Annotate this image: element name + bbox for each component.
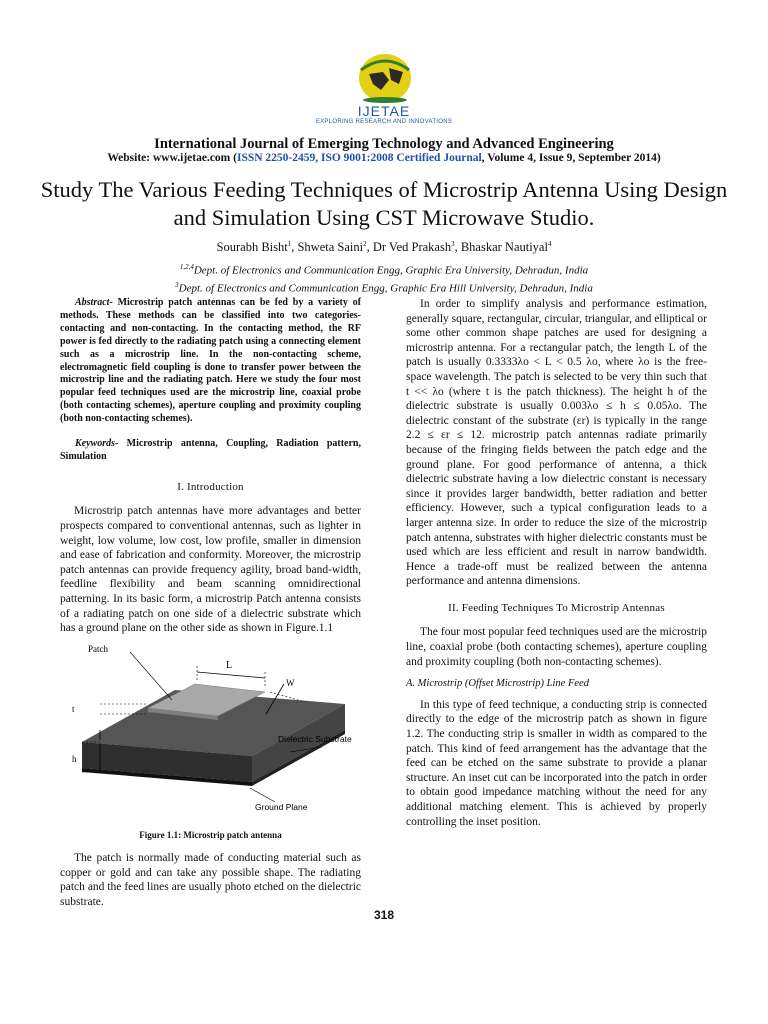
affiliation-text: Dept. of Electronics and Communication Engg, Graphic Era University, Dehradun, India xyxy=(193,264,589,277)
journal-info-line xyxy=(0,152,768,164)
intro-paragraph: Microstrip patch antennas have more advantages and better prospects compared to conventional antennas, such as lighter in weight, low volume, low cost, low profile, smaller in dimension and ease of fabrication and conformity. Moreover, the microstrip patch antennas can provide frequency agility, broad band-width, feedline flexibility and beam scanning omnidirectional patterning. In its basic form, a microstrip Patch antenna consists of a radiating patch on one side of a dielectric substrate which has a ground plane on the other side as shown in Figure.1.1 xyxy=(60,505,361,635)
keywords-text: Microstrip antenna, Coupling, Radiation pattern, Simulation xyxy=(60,438,361,462)
feeding-techniques-paragraph: The four most popular feed techniques used are the microstrip line, coaxial probe (both contacting schemes), aperture coupling and proximity coupling (both non-contacting schemes). xyxy=(406,626,707,668)
abstract xyxy=(60,297,361,426)
logo-tagline: EXPLORING RESEARCH AND INNOVATIONS xyxy=(315,119,453,125)
logo-brand-text: IJETAE xyxy=(357,103,411,119)
figure-label-dielectric: Dielectric Substrate xyxy=(278,733,352,744)
abstract-text: Microstrip patch antennas can be fed by a variety of methods. These methods can be classified into two categories- contacting and non-contacting. In the contacting method, the RF power is fed directly to the radiating patch using a connecting element such as a microstrip line. In the non-contacting scheme, electromagnetic field coupling is done to transfer power between the microstrip line and the radiating patch. Here we study the four most popular feed techniques used are the microstrip line, coaxial probe (both contacting schemes), aperture coupling and proximity coupling (both non-contacting schemes). xyxy=(60,297,361,425)
paper-title: Study The Various Feeding Techniques of Microstrip Antenna Using Design and Simulation Using CST Microwave Studio. xyxy=(40,177,728,230)
figure-label-patch: Patch xyxy=(88,643,108,654)
patch-design-paragraph: In order to simplify analysis and performance estimation, generally square, rectangular, circular, triangular, and elliptical or some other common shape patches are used for designing a microstrip antenna. For a rectangular patch, the length L of the patch is usually 0.3333λo < L < 0.5 λo, where λo is the free-space wavelength. The patch is selected to be very thin such that t << λo (where t is the patch thickness). The height h of the dielectric substrate is usually 0.003λo ≤ h ≤ 0.05λo. The dielectric constant of the substrate (εr) is typically in the range 2.2 ≤ εr ≤ 12. microstrip patch antennas radiate primarily because of the fringing fields between the patch edge and the ground plane. For good performance of antenna, a thick dielectric substrate having a low dielectric constant is necessary since it provides larger bandwidth, better radiation and better efficiency. However, such a typical configuration leads to a larger antenna size. In order to reduce the size of the microstrip patch antenna, substrates with higher dielectric constants must be used which are less efficient and result in narrow bandwidth. Hence a trade-off must be realized between the antenna performance and antenna dimensions. xyxy=(406,298,707,588)
author-name: Sourabh Bisht xyxy=(216,240,288,255)
figure-label-ground: Ground Plane xyxy=(255,801,308,812)
author-name: Shweta Saini xyxy=(297,240,364,255)
author-sup: 4 xyxy=(547,240,552,248)
author-sup: 2 xyxy=(363,240,367,248)
author-sup: 1 xyxy=(287,240,292,248)
subsection-heading-line-feed: A. Microstrip (Offset Microstrip) Line Feed xyxy=(406,678,589,690)
left-column xyxy=(60,297,361,909)
page-number: 318 xyxy=(373,908,395,922)
section-heading-introduction: I. Introduction xyxy=(177,480,244,493)
line-feed-paragraph: In this type of feed technique, a conducting strip is connected directly to the edge of the microstrip patch as shown in figure 1.2. The conducting strip is smaller in width as compared to the patch. This kind of feed arrangement has the advantage that the feed can be etched on the same substrate to provide a planar structure. An inset cut can be incorporated into the patch in order to obtain good impedance matching without the need for any additional matching element. This is achieved by properly controlling the inset position. xyxy=(406,698,707,828)
author-name: Dr Ved Prakash xyxy=(372,240,452,255)
volume-text: , Volume 4, Issue 9, September 2014) xyxy=(481,152,661,164)
after-figure-paragraph: The patch is normally made of conducting material such as copper or gold and can take any possible shape. The radiating patch and the feed lines are usually photo etched on the dielectric substrate. xyxy=(60,852,361,908)
journal-title: International Journal of Emerging Technology and Advanced Engineering xyxy=(154,136,614,152)
affiliation-sup: 1,2,4 xyxy=(179,263,194,271)
figure-label-t: t xyxy=(72,703,75,714)
affiliations xyxy=(0,260,768,295)
right-column xyxy=(406,297,707,829)
affiliation-sup: 3 xyxy=(175,280,179,289)
author-name: Bhaskar Nautiyal xyxy=(460,240,548,255)
issn-text: ISSN 2250-2459, ISO 9001:2008 Certified Journal xyxy=(236,152,482,164)
keywords-label: Keywords- xyxy=(75,438,119,450)
affiliation-text: Dept. of Electronics and Communication Engg, Graphic Era Hill University, Dehradun, India xyxy=(178,282,593,295)
author-list: Sourabh Bisht$^1$, Shweta Saini$^2$, Dr Ved Prakash$^3$, Bhaskar Nautiyal$^4$ xyxy=(216,240,552,255)
author-sup: 3 xyxy=(451,240,455,248)
affiliation xyxy=(0,260,768,278)
microstrip-patch-antenna-figure xyxy=(60,642,361,820)
figure-label-h: h xyxy=(72,753,77,764)
section-heading-feeding: II. Feeding Techniques To Microstrip Antennas xyxy=(448,601,665,614)
figure-label-l: L xyxy=(226,659,233,671)
affiliation xyxy=(0,278,768,296)
abstract-label: Abstract- xyxy=(75,297,113,308)
keywords xyxy=(60,438,361,464)
website-text: Website: www.ijetae.com ( xyxy=(107,152,237,164)
figure-label-w: W xyxy=(286,677,295,688)
figure-caption: Figure 1.1: Microstrip patch antenna xyxy=(139,830,282,841)
